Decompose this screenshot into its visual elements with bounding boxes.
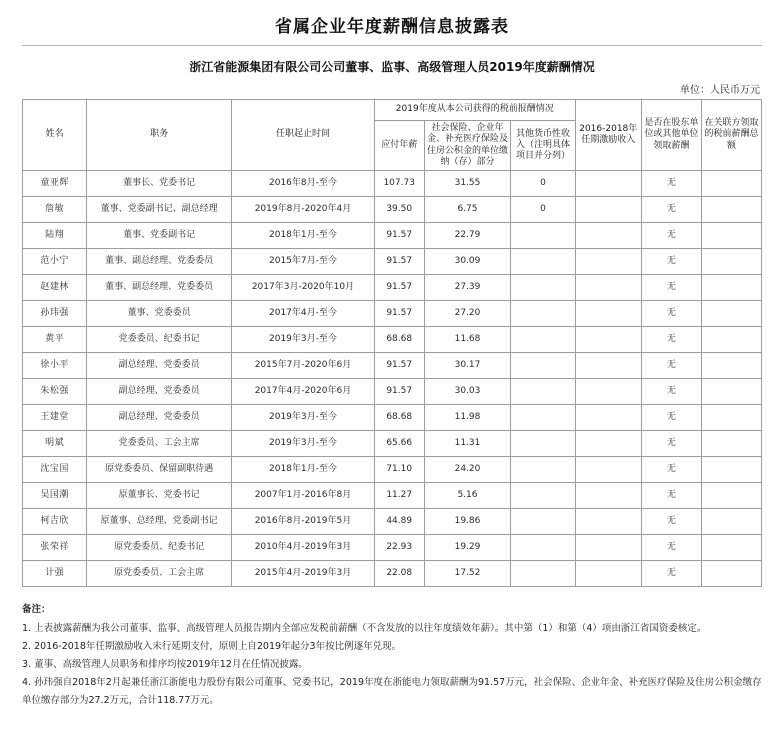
cell-post: 原董事、总经理、党委副书记 [87, 509, 232, 535]
cell-deferred [575, 197, 641, 223]
cell-other-cash [511, 535, 575, 561]
note-item: 2. 2016-2018年任期激励收入未行延期支付，原则上自2019年起分3年按比例逐年兑现。 [22, 641, 402, 653]
cell-post: 原党委委员、保留副职待遇 [87, 457, 232, 483]
cell-post: 董事、党委副书记、副总经理 [87, 197, 232, 223]
cell-other-cash: 0 [511, 171, 575, 197]
cell-name: 计强 [23, 561, 87, 587]
note-item: 1. 上表披露薪酬为我公司董事、监事、高级管理人员报告期内全部应发税前薪酬（不含发放的以往年度绩效年薪）。其中第（1）和第（4）项由浙江省国资委核定。 [22, 623, 707, 635]
cell-other-cash [511, 301, 575, 327]
cell-other-cash [511, 275, 575, 301]
document-subtitle: 浙江省能源集团有限公司公司董事、监事、高级管理人员2019年度薪酬情况 [189, 60, 595, 74]
cell-equity-total [701, 379, 761, 405]
table-row [23, 197, 762, 223]
cell-tenure: 2018年1月-至今 [232, 457, 375, 483]
cell-deferred [575, 405, 641, 431]
cell-should-pay: 91.57 [374, 249, 424, 275]
cell-post: 党委委员、纪委书记 [87, 327, 232, 353]
cell-should-pay: 91.57 [374, 353, 424, 379]
col-tenure: 任职起止时间 [232, 100, 375, 171]
cell-equity-note: 无 [641, 301, 701, 327]
cell-post: 党委委员、工会主席 [87, 431, 232, 457]
cell-post: 董事、副总经理、党委委员 [87, 275, 232, 301]
notes-section [22, 601, 762, 710]
table-row [23, 275, 762, 301]
cell-name: 王建堂 [23, 405, 87, 431]
cell-insurance: 30.03 [424, 379, 511, 405]
cell-name: 柯吉欣 [23, 509, 87, 535]
col-equity-total: 在关联方领取的税前薪酬总额 [701, 100, 761, 171]
cell-equity-total [701, 405, 761, 431]
cell-name: 明斌 [23, 431, 87, 457]
cell-insurance: 19.86 [424, 509, 511, 535]
cell-post: 副总经理、党委委员 [87, 353, 232, 379]
cell-name: 陆翔 [23, 223, 87, 249]
cell-should-pay: 22.08 [374, 561, 424, 587]
cell-insurance: 30.09 [424, 249, 511, 275]
cell-post: 董事、副总经理、党委委员 [87, 249, 232, 275]
notes-list [22, 620, 762, 710]
cell-name: 朱松强 [23, 379, 87, 405]
cell-deferred [575, 327, 641, 353]
cell-deferred [575, 535, 641, 561]
cell-other-cash: 0 [511, 197, 575, 223]
cell-other-cash [511, 561, 575, 587]
cell-equity-note: 无 [641, 327, 701, 353]
cell-should-pay: 71.10 [374, 457, 424, 483]
cell-equity-note: 无 [641, 405, 701, 431]
cell-should-pay: 22.93 [374, 535, 424, 561]
cell-should-pay: 91.57 [374, 301, 424, 327]
cell-other-cash [511, 509, 575, 535]
cell-deferred [575, 223, 641, 249]
cell-equity-note: 无 [641, 249, 701, 275]
salary-disclosure-table [22, 99, 762, 587]
cell-insurance: 27.20 [424, 301, 511, 327]
cell-should-pay: 65.66 [374, 431, 424, 457]
cell-should-pay: 44.89 [374, 509, 424, 535]
cell-should-pay: 68.68 [374, 405, 424, 431]
cell-insurance: 31.55 [424, 171, 511, 197]
cell-equity-total [701, 197, 761, 223]
cell-tenure: 2016年8月-至今 [232, 171, 375, 197]
table-row [23, 561, 762, 587]
col-other-cash: 其他货币性收入（注明具体项目并分列） [511, 121, 575, 171]
cell-insurance: 30.17 [424, 353, 511, 379]
cell-tenure: 2015年7月-2020年6月 [232, 353, 375, 379]
cell-should-pay: 107.73 [374, 171, 424, 197]
cell-equity-total [701, 249, 761, 275]
cell-other-cash [511, 249, 575, 275]
table-row [23, 327, 762, 353]
cell-name: 黄平 [23, 327, 87, 353]
cell-equity-total [701, 509, 761, 535]
cell-deferred [575, 171, 641, 197]
cell-tenure: 2015年7月-至今 [232, 249, 375, 275]
unit-note: 单位：人民币万元 [680, 85, 760, 96]
cell-equity-note: 无 [641, 379, 701, 405]
cell-name: 童亚辉 [23, 171, 87, 197]
cell-insurance: 5.16 [424, 483, 511, 509]
cell-tenure: 2007年1月-2016年8月 [232, 483, 375, 509]
cell-tenure: 2017年3月-2020年10月 [232, 275, 375, 301]
cell-equity-total [701, 171, 761, 197]
col-equity-note: 是否在股东单位或其他单位领取薪酬 [641, 100, 701, 171]
table-row [23, 535, 762, 561]
table-row [23, 483, 762, 509]
cell-other-cash [511, 379, 575, 405]
cell-equity-total [701, 353, 761, 379]
cell-equity-note: 无 [641, 275, 701, 301]
table-row [23, 379, 762, 405]
table-row [23, 405, 762, 431]
col-insurance: 社会保险、企业年金、补充医疗保险及住房公积金的单位缴纳（存）部分 [424, 121, 511, 171]
cell-deferred [575, 379, 641, 405]
note-item: 4. 孙玮强自2018年2月起兼任浙江浙能电力股份有限公司董事、党委书记，2019年度在浙能电力领取薪酬为91.57万元，社会保险、企业年金、补充医疗保险及住房公积金缴存单位缴存部分为27.2万元，合计118.77万元。 [22, 677, 762, 707]
table-row [23, 223, 762, 249]
cell-equity-note: 无 [641, 509, 701, 535]
table-header-row-group [23, 100, 762, 121]
cell-should-pay: 91.57 [374, 275, 424, 301]
note-item: 3. 董事、高级管理人员职务和排序均按2019年12月在任情况披露。 [22, 659, 308, 671]
cell-other-cash [511, 353, 575, 379]
cell-insurance: 11.31 [424, 431, 511, 457]
cell-insurance: 6.75 [424, 197, 511, 223]
cell-tenure: 2019年3月-至今 [232, 405, 375, 431]
table-row [23, 431, 762, 457]
cell-tenure: 2015年4月-2019年3月 [232, 561, 375, 587]
cell-other-cash [511, 431, 575, 457]
cell-equity-note: 无 [641, 431, 701, 457]
cell-deferred [575, 483, 641, 509]
table-row [23, 301, 762, 327]
cell-deferred [575, 249, 641, 275]
cell-post: 原董事长、党委书记 [87, 483, 232, 509]
cell-other-cash [511, 483, 575, 509]
cell-insurance: 17.52 [424, 561, 511, 587]
cell-equity-total [701, 275, 761, 301]
cell-deferred [575, 301, 641, 327]
cell-deferred [575, 275, 641, 301]
cell-equity-note: 无 [641, 223, 701, 249]
cell-deferred [575, 509, 641, 535]
cell-equity-total [701, 483, 761, 509]
cell-post: 原党委委员、工会主席 [87, 561, 232, 587]
cell-tenure: 2019年3月-至今 [232, 327, 375, 353]
col-group-income: 2019年度从本公司获得的税前报酬情况 [374, 100, 575, 121]
cell-equity-total [701, 457, 761, 483]
cell-insurance: 19.29 [424, 535, 511, 561]
cell-deferred [575, 561, 641, 587]
table-body [23, 171, 762, 587]
cell-name: 詹敏 [23, 197, 87, 223]
cell-should-pay: 11.27 [374, 483, 424, 509]
cell-other-cash [511, 327, 575, 353]
notes-heading: 备注： [22, 604, 51, 615]
cell-equity-note: 无 [641, 197, 701, 223]
cell-post: 副总经理、党委委员 [87, 379, 232, 405]
cell-equity-note: 无 [641, 535, 701, 561]
cell-deferred [575, 431, 641, 457]
cell-name: 沈宝国 [23, 457, 87, 483]
cell-post: 原党委委员、纪委书记 [87, 535, 232, 561]
cell-other-cash [511, 223, 575, 249]
cell-should-pay: 91.57 [374, 379, 424, 405]
cell-equity-note: 无 [641, 457, 701, 483]
cell-post: 副总经理、党委委员 [87, 405, 232, 431]
title-divider [22, 45, 762, 46]
page-title: 省属企业年度薪酬信息披露表 [275, 17, 509, 37]
cell-insurance: 27.39 [424, 275, 511, 301]
cell-equity-total [701, 535, 761, 561]
cell-deferred [575, 457, 641, 483]
cell-tenure: 2017年4月-至今 [232, 301, 375, 327]
cell-post: 董事长、党委书记 [87, 171, 232, 197]
table-row [23, 353, 762, 379]
cell-deferred [575, 353, 641, 379]
cell-equity-note: 无 [641, 353, 701, 379]
cell-tenure: 2019年8月-2020年4月 [232, 197, 375, 223]
table-row [23, 171, 762, 197]
cell-equity-total [701, 561, 761, 587]
cell-name: 吴国潮 [23, 483, 87, 509]
cell-name: 孙玮强 [23, 301, 87, 327]
cell-insurance: 22.79 [424, 223, 511, 249]
table-row [23, 457, 762, 483]
cell-tenure: 2017年4月-2020年6月 [232, 379, 375, 405]
cell-equity-total [701, 223, 761, 249]
col-post: 职务 [87, 100, 232, 171]
cell-name: 赵建林 [23, 275, 87, 301]
cell-equity-total [701, 301, 761, 327]
cell-tenure: 2018年1月-至今 [232, 223, 375, 249]
cell-other-cash [511, 405, 575, 431]
cell-other-cash [511, 457, 575, 483]
cell-equity-total [701, 327, 761, 353]
table-row [23, 249, 762, 275]
cell-tenure: 2019年3月-至今 [232, 431, 375, 457]
col-should-pay: 应付年薪 [374, 121, 424, 171]
cell-tenure: 2010年4月-2019年3月 [232, 535, 375, 561]
cell-should-pay: 68.68 [374, 327, 424, 353]
col-deferred: 2016-2018年任期激励收入 [575, 100, 641, 171]
cell-insurance: 11.98 [424, 405, 511, 431]
cell-name: 张荣祥 [23, 535, 87, 561]
cell-name: 徐小平 [23, 353, 87, 379]
cell-insurance: 24.20 [424, 457, 511, 483]
cell-equity-note: 无 [641, 561, 701, 587]
table-row [23, 509, 762, 535]
cell-name: 范小宁 [23, 249, 87, 275]
cell-insurance: 11.68 [424, 327, 511, 353]
cell-equity-note: 无 [641, 171, 701, 197]
cell-equity-total [701, 431, 761, 457]
cell-post: 董事、党委副书记 [87, 223, 232, 249]
cell-post: 董事、党委委员 [87, 301, 232, 327]
cell-tenure: 2016年8月-2019年5月 [232, 509, 375, 535]
cell-equity-note: 无 [641, 483, 701, 509]
col-name: 姓名 [23, 100, 87, 171]
cell-should-pay: 39.50 [374, 197, 424, 223]
cell-should-pay: 91.57 [374, 223, 424, 249]
